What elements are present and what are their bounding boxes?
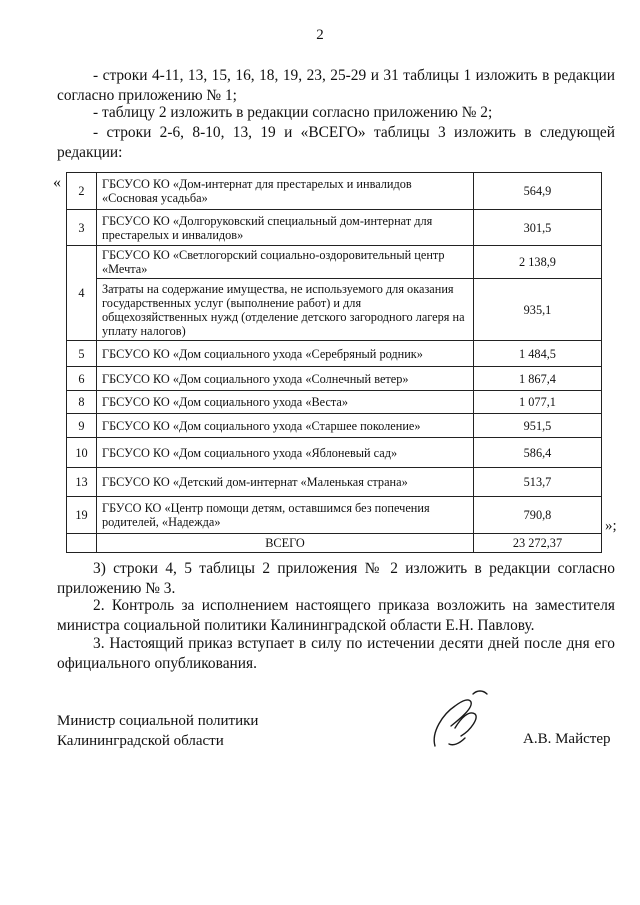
- amount-value: 2 138,9: [474, 246, 602, 279]
- table-row: [67, 279, 602, 341]
- table-row: [67, 391, 602, 414]
- amount-value: 951,5: [474, 414, 602, 438]
- amount-value: 301,5: [474, 210, 602, 246]
- amended-table-3: [66, 172, 602, 553]
- paragraph-item-3: 3) строки 4, 5 таблицы 2 приложения № 2 изложить в редакции согласно приложению № 3.: [57, 560, 615, 597]
- institution-name: ГБСУСО КО «Дом социального ухода «Солнечный ветер»: [97, 367, 474, 391]
- amount-value: 586,4: [474, 438, 602, 468]
- institution-name: ГБСУСО КО «Долгоруковский специальный дом-интернат для престарелых и инвалидов»: [97, 210, 474, 246]
- institution-name: ГБСУСО КО «Светлогорский социально-оздоровительный центр «Мечта»: [97, 246, 474, 279]
- paragraph-table2-amendment: - таблицу 2 изложить в редакции согласно приложению № 2;: [93, 104, 493, 121]
- institution-name: ГБСУСО КО «Дом социального ухода «Веста»: [97, 391, 474, 414]
- handwritten-signature: [425, 688, 500, 750]
- amount-value: 935,1: [474, 279, 602, 341]
- amount-value: 513,7: [474, 468, 602, 497]
- row-number: 19: [67, 497, 97, 534]
- closing-quote: »;: [605, 518, 617, 534]
- table-row: [67, 173, 602, 210]
- table-row: [67, 341, 602, 367]
- signatory-title-line-1: Министр социальной политики: [57, 713, 259, 729]
- total-row: [67, 534, 602, 553]
- amount-value: 1 867,4: [474, 367, 602, 391]
- row-number: 6: [67, 367, 97, 391]
- institution-name: ГБСУСО КО «Дом социального ухода «Яблоневый сад»: [97, 438, 474, 468]
- amount-value: 1 484,5: [474, 341, 602, 367]
- amount-value: 1 077,1: [474, 391, 602, 414]
- row-number: 2: [67, 173, 97, 210]
- institution-name: ГБУСО КО «Центр помощи детям, оставшимся без попечения родителей, «Надежда»: [97, 497, 474, 534]
- amount-value: 790,8: [474, 497, 602, 534]
- signatory-name: А.В. Майстер: [523, 731, 611, 747]
- row-number: 10: [67, 438, 97, 468]
- paragraph-table1-amendment: - строки 4-11, 13, 15, 16, 18, 19, 23, 25-29 и 31 таблицы 1 изложить в редакции согласно приложению № 1;: [57, 67, 615, 104]
- opening-quote: «: [53, 174, 61, 191]
- institution-name: ГБСУСО КО «Детский дом-интернат «Маленькая страна»: [97, 468, 474, 497]
- paragraph-control: 2. Контроль за исполнением настоящего приказа возложить на заместителя министра социальной политики Калининградской области Е.Н. Павлову.: [57, 597, 615, 634]
- amount-value: 564,9: [474, 173, 602, 210]
- signatory-title-line-2: Калининградской области: [57, 733, 224, 749]
- table-row: [67, 438, 602, 468]
- table-row: [67, 210, 602, 246]
- paragraph-entry-into-force: 3. Настоящий приказ вступает в силу по истечении десяти дней после дня его официального опубликования.: [57, 635, 615, 672]
- table-row: [67, 468, 602, 497]
- institution-name: ГБСУСО КО «Дом социального ухода «Серебряный родник»: [97, 341, 474, 367]
- row-number: 9: [67, 414, 97, 438]
- page-number: 2: [316, 27, 324, 43]
- row-number: 5: [67, 341, 97, 367]
- institution-name: ГБСУСО КО «Дом-интернат для престарелых и инвалидов «Сосновая усадьба»: [97, 173, 474, 210]
- expense-description: Затраты на содержание имущества, не используемого для оказания государственных услуг (выполнение работ) и для общехозяйственных нужд (отделение детского загородного лагеря на уплату налогов): [97, 279, 474, 341]
- row-number: 13: [67, 468, 97, 497]
- table-row: [67, 246, 602, 279]
- total-value: 23 272,37: [474, 534, 602, 553]
- table-row: [67, 414, 602, 438]
- total-label: ВСЕГО: [97, 534, 474, 553]
- signatory-title: [57, 711, 258, 751]
- row-number: 8: [67, 391, 97, 414]
- table-row: [67, 367, 602, 391]
- paragraph-table3-amendment: - строки 2-6, 8-10, 13, 19 и «ВСЕГО» таблицы 3 изложить в следующей редакции:: [57, 124, 615, 161]
- row-number: 4: [67, 246, 97, 341]
- row-number-empty: [67, 534, 97, 553]
- table-row: [67, 497, 602, 534]
- row-number: 3: [67, 210, 97, 246]
- institution-name: ГБСУСО КО «Дом социального ухода «Старшее поколение»: [97, 414, 474, 438]
